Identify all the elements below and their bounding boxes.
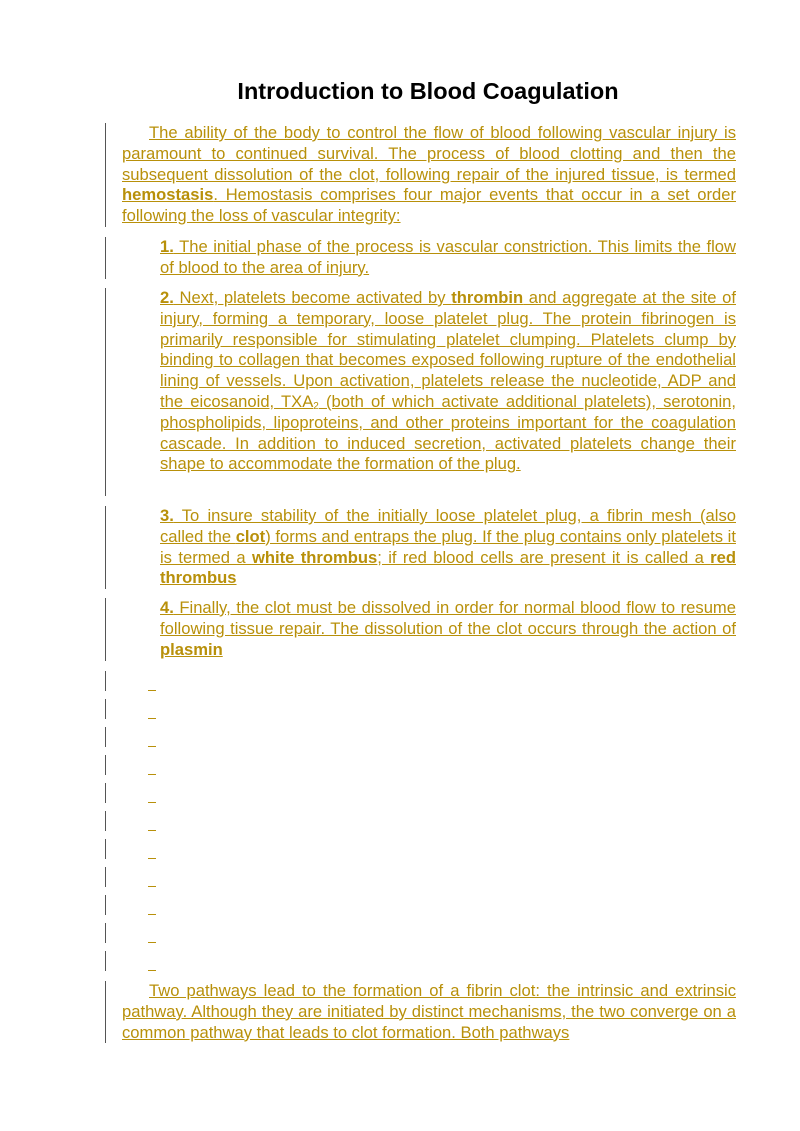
- subscript: 2: [313, 400, 319, 412]
- empty-paragraph: [148, 886, 156, 887]
- term-plasmin: plasmin: [160, 639, 223, 659]
- item-text: ) forms and entraps the plug. If the plug contains only platelets it is termed a: [160, 526, 736, 567]
- item-number: 3.: [160, 506, 174, 525]
- change-bar: [105, 839, 106, 859]
- change-bar: [105, 598, 106, 661]
- list-item-4: [160, 598, 736, 660]
- document-title: Introduction to Blood Coagulation: [237, 78, 619, 104]
- pathways-paragraph: [122, 981, 736, 1043]
- intro-text-2: . Hemostasis comprises four major events that occur in a set order following the loss of vascular integrity:: [122, 185, 736, 226]
- list-item-1: [160, 237, 736, 279]
- empty-paragraph: [148, 830, 156, 831]
- item-text: Next, platelets become activated by: [173, 288, 452, 307]
- intro-text-1: The ability of the body to control the flow of blood following vascular injury is paramount to continued survival. The process of blood clotting and then the subsequent dissolution of the clot, following repair of the injured tissue, is termed: [122, 123, 736, 184]
- empty-paragraph: [148, 914, 156, 915]
- list-item-2: [160, 288, 736, 475]
- item-number: 1.: [160, 237, 174, 256]
- term-hemostasis: hemostasis: [122, 185, 214, 205]
- empty-paragraph: [148, 970, 156, 971]
- item-text: Finally, the clot must be dissolved in order for normal blood flow to resume following tissue repair. The dissolution of the clot occurs through the action of: [160, 598, 736, 638]
- change-bar: [105, 895, 106, 915]
- empty-paragraph: [148, 718, 156, 719]
- item-text: The initial phase of the process is vascular constriction. This limits the flow of blood to the area of injury.: [160, 237, 736, 277]
- term-thrombin: thrombin: [451, 288, 524, 307]
- change-bar: [105, 783, 106, 803]
- change-bar: [105, 923, 106, 943]
- list-item-3: [160, 506, 736, 589]
- change-bar: [105, 727, 106, 747]
- change-bar: [105, 671, 106, 691]
- change-bar: [105, 506, 106, 589]
- change-bar: [105, 755, 106, 775]
- outro-text: Two pathways lead to the formation of a fibrin clot: the intrinsic and extrinsic pathway. Although they are initiated by distinct mechanisms, the two converge on a common pathway that leads to clot formation. Both pathways: [122, 981, 736, 1042]
- empty-paragraph: [148, 802, 156, 803]
- item-text: (both of which activate additional platelets), serotonin, phospholipids, lipoproteins, and other proteins important for the coagulation cascade. In addition to induced secretion, activated platelets change their shape to accommodate the formation of the plug.: [160, 391, 736, 474]
- change-bar: [105, 951, 106, 971]
- empty-paragraph: [148, 858, 156, 859]
- intro-paragraph: [122, 123, 736, 227]
- empty-paragraph: [148, 942, 156, 943]
- item-text: and aggregate at the site of injury, forming a temporary, loose platelet plug. The protein fibrinogen is primarily responsible for stimulating platelet clumping. Platelets clump by binding to collagen that becomes exposed following rupture of the endothelial lining of vessels. Upon activation, platelets release the nucleotide, ADP and the eicosanoid, TXA: [160, 288, 737, 411]
- term-clot: clot: [235, 526, 266, 546]
- change-bar: [105, 867, 106, 887]
- change-bar: [105, 811, 106, 831]
- empty-paragraph: [148, 774, 156, 775]
- change-bar: [105, 237, 106, 279]
- item-text: To insure stability of the initially loose platelet plug, a fibrin mesh (also called the: [160, 506, 736, 546]
- empty-paragraph: [148, 746, 156, 747]
- term-red-thrombus: red thrombus: [160, 547, 736, 588]
- change-bar: [105, 123, 106, 227]
- change-bar: [105, 288, 106, 496]
- item-number: 4.: [160, 598, 174, 617]
- item-number: 2.: [160, 288, 174, 307]
- item-text: ; if red blood cells are present it is called a: [377, 547, 711, 567]
- change-bar: [105, 699, 106, 719]
- empty-paragraph: [148, 690, 156, 691]
- term-white-thrombus: white thrombus: [251, 547, 378, 567]
- change-bar: [105, 981, 106, 1043]
